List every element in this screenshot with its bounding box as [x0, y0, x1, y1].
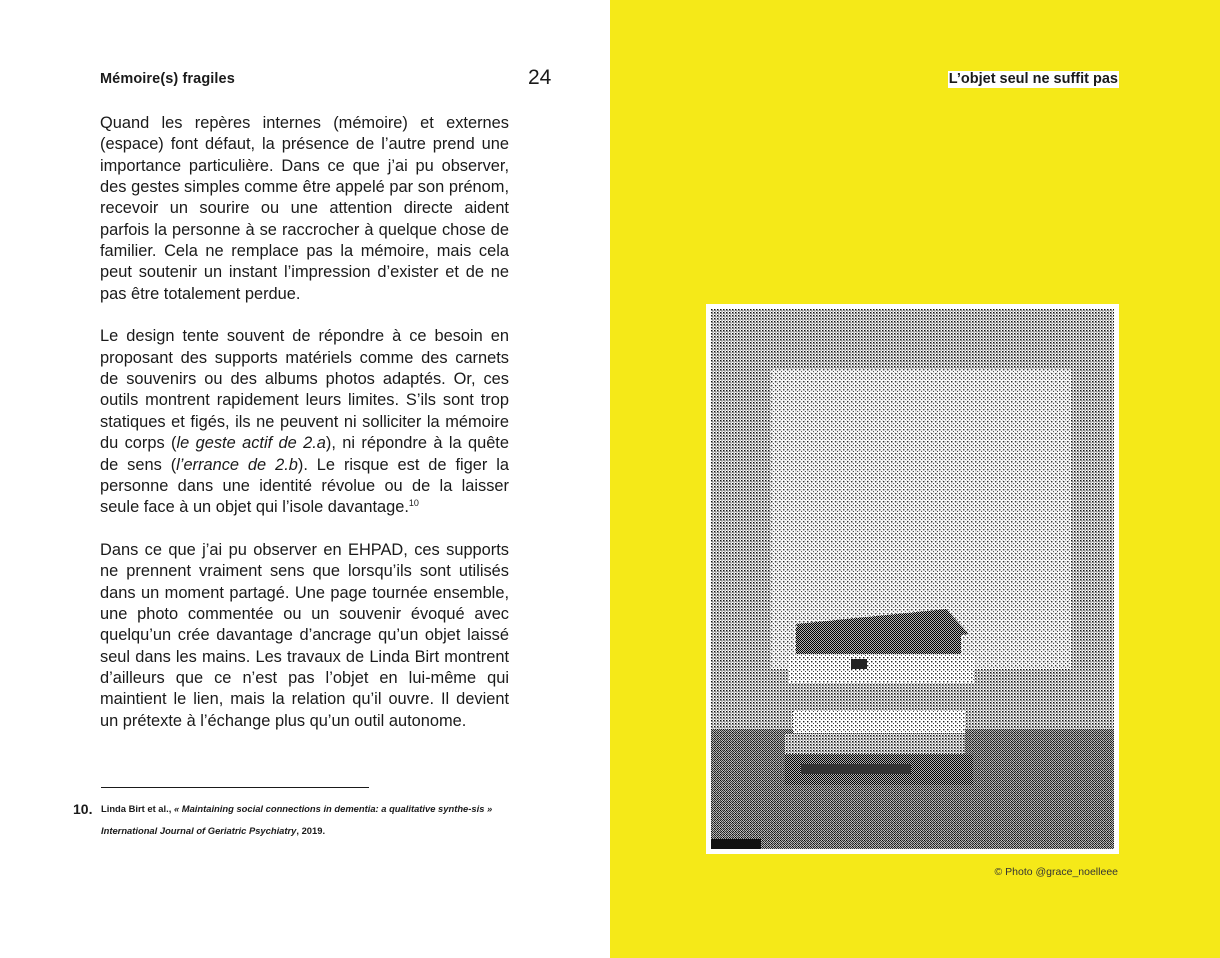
- paragraph-3: Dans ce que j’ai pu observer en EHPAD, ces supports ne prennent vraiment sens que lorsqu’ils sont utilisés dans un moment partagé. Une page tournée ensemble, une photo commentée ou un souvenir évoqué avec quelqu’un crée davantage d’ancrage qu’un objet laissé seul dans les mains. Les travaux de Linda Birt montrent d’ailleurs que ce n’est pas l’objet en lui-même qui maintient le lien, mais la relation qu’il ouvre. Il devient un prétexte à l’échange plus qu’un outil autonome.: [100, 540, 509, 730]
- photo-credit: © Photo @grace_noelleee: [994, 866, 1118, 878]
- photo-image: [711, 309, 1114, 849]
- book-stack: [777, 609, 977, 785]
- paragraph-2-italic-a: le geste actif de 2.a: [176, 434, 326, 453]
- footnote: [73, 798, 513, 842]
- footnote-divider: [101, 787, 369, 788]
- footnote-reference[interactable]: 10: [408, 498, 419, 509]
- paragraph-2-italic-b: l’errance de 2.b: [176, 455, 298, 474]
- footnote-title: « Maintaining social connections in dementia: a qualitative synthe-sis » International Journal of Geriatric Psychiatry: [101, 803, 493, 836]
- paragraph-2: [100, 326, 509, 518]
- paragraph-2-text-c: ). Le risque est de figer la personne dans une identité révolue ou de la laisser seule face à un objet qui l’isole davantage.: [100, 455, 510, 517]
- paragraph-2-text-b: ), ni répondre à la quête de sens (: [100, 434, 509, 474]
- footnote-body: [101, 798, 513, 842]
- running-head: Mémoire(s) fragiles: [100, 71, 235, 87]
- footnote-number: 10.: [73, 801, 93, 817]
- dithered-photo: [706, 304, 1119, 854]
- page-number: 24: [528, 66, 552, 89]
- section-head: L’objet seul ne suffit pas: [948, 71, 1118, 87]
- footnote-author: Linda Birt et al.,: [101, 803, 174, 814]
- body-text: [100, 113, 509, 753]
- footnote-year: , 2019.: [296, 825, 326, 836]
- paragraph-2-text-a: Le design tente souvent de répondre à ce besoin en proposant des supports matériels comme des carnets de souvenirs ou des albums photos adaptés. Or, ces outils montrent rapidement leurs limites. S’ils sont trop statiques et figés, ils ne peuvent ni solliciter la mémoire du corps (: [100, 327, 509, 453]
- paragraph-1: Quand les repères internes (mémoire) et externes (espace) font défaut, la présence de l’autre prend une importance particulière. Dans ce que j’ai pu observer, des gestes simples comme être appelé par son prénom, recevoir un sourire ou une attention directe aident parfois la personne à se raccrocher à quelque chose de familier. Cela ne remplace pas la mémoire, mais cela peut soutenir un instant l’impression d’exister et de ne pas être totalement perdue.: [100, 114, 509, 303]
